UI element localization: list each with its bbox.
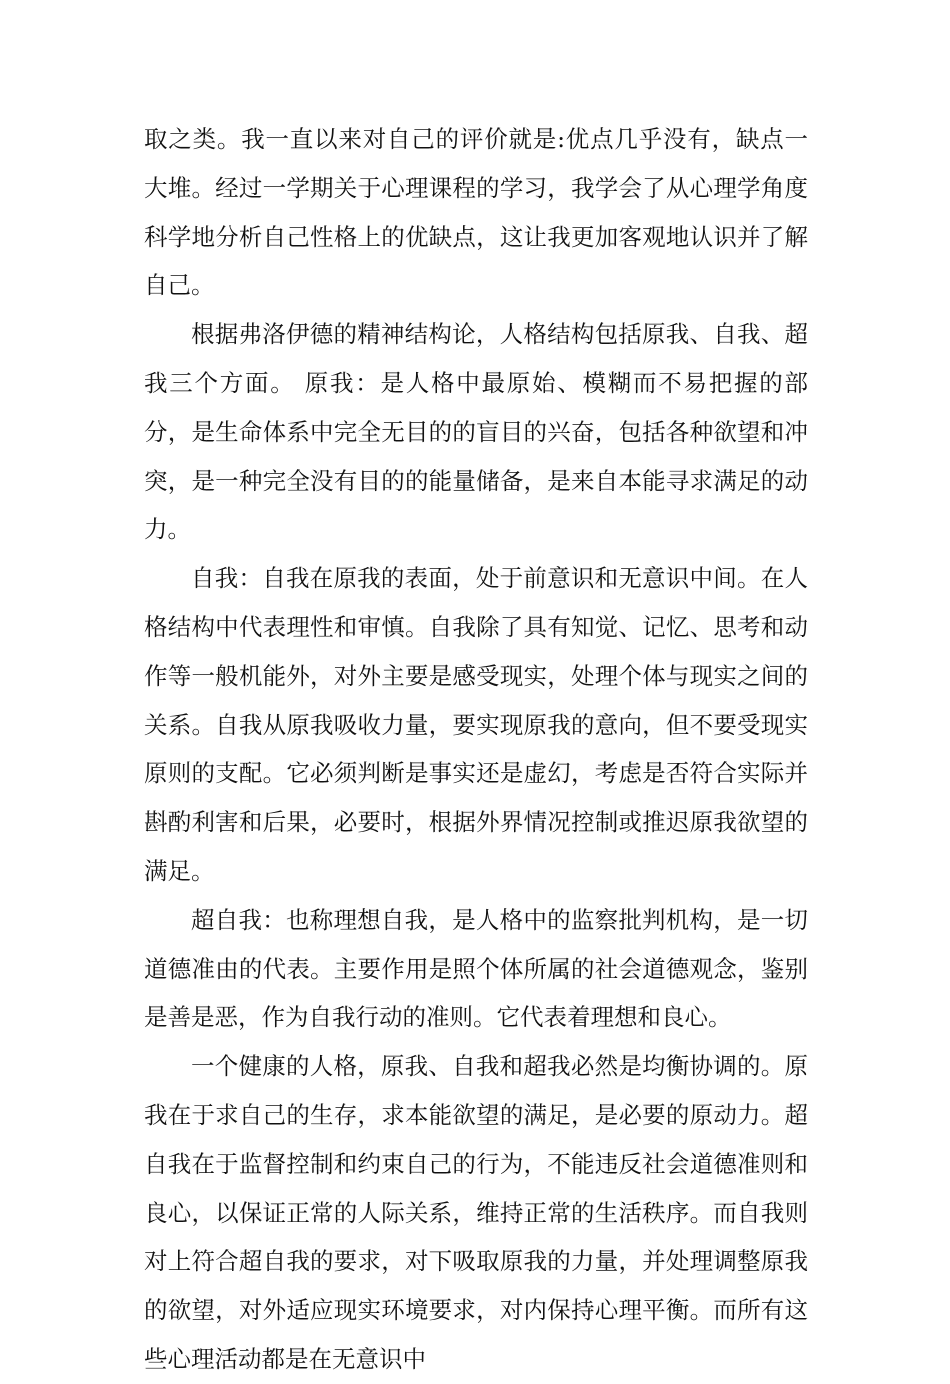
paragraph-1: 取之类。我一直以来对自己的评价就是:优点几乎没有，缺点一大堆。经过一学期关于心理课程的学习，我学会了从心理学角度科学地分析自己性格上的优缺点，这让我更加客观地认识并了解自己。 — [144, 125, 808, 300]
paragraph-5: 一个健康的人格，原我、自我和超我必然是均衡协调的。原我在于求自己的生存，求本能欲望的满足，是必要的原动力。超自我在于监督控制和约束自己的行为，不能违反社会道德准则和良心，以保证正常的人际关系，维持正常的生活秩序。而自我则对上符合超自我的要求，对下吸取原我的力量，并处理调整原我的欲望，对外适应现实环境要求，对内保持心理平衡。而所有这些心理活动都是在无意识中 — [144, 1052, 808, 1373]
document-body — [144, 115, 808, 1384]
paragraph-3: 自我：自我在原我的表面，处于前意识和无意识中间。在人格结构中代表理性和审慎。自我除了具有知觉、记忆、思考和动作等一般机能外，对外主要是感受现实，处理个体与现实之间的关系。自我从原我吸收力量，要实现原我的意向，但不要受现实原则的支配。它必须判断是事实还是虚幻，考虑是否符合实际并斟酌利害和后果，必要时，根据外界情况控制或推迟原我欲望的满足。 — [144, 564, 808, 885]
paragraph-2: 根据弗洛伊德的精神结构论，人格结构包括原我、自我、超我三个方面。 原我：是人格中最原始、模糊而不易把握的部分，是生命体系中完全无目的的盲目的兴奋，包括各种欲望和冲突，是一种完全没有目的的能量储备，是来自本能寻求满足的动力。 — [144, 320, 808, 544]
paragraph-4: 超自我：也称理想自我，是人格中的监察批判机构，是一切道德准由的代表。主要作用是照个体所属的社会道德观念，鉴别是善是恶，作为自我行动的准则。它代表着理想和良心。 — [144, 905, 808, 1032]
